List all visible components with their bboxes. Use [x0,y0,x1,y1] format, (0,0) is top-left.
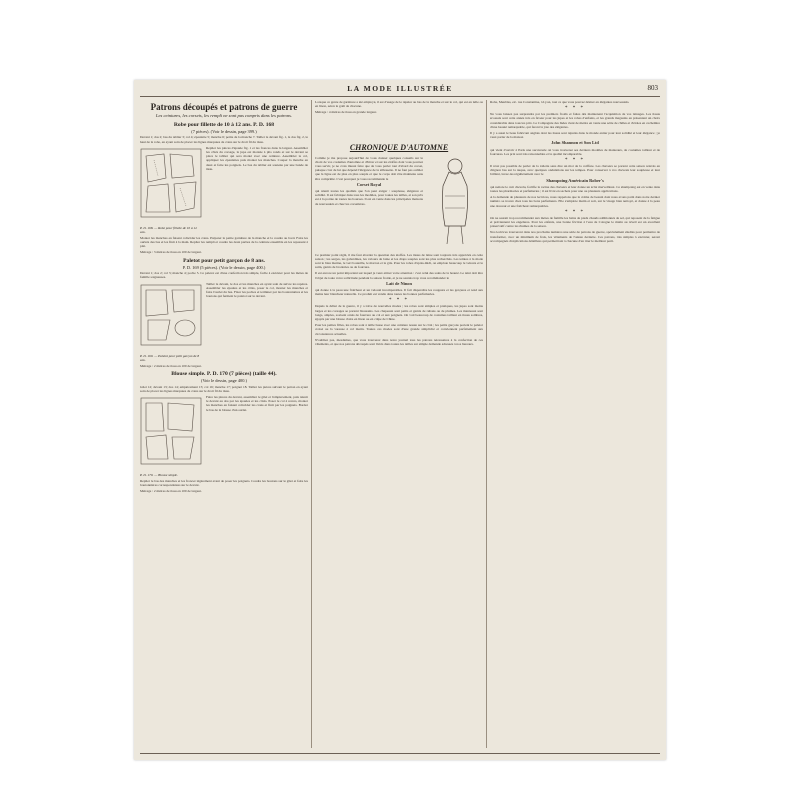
section-subheading: Les ceintures, les corsets, les rempli ne sont pas compris dans les patrons. [155,113,293,118]
column-patterns [140,100,308,752]
body-text: Nos lectrices trouveront dans nos prochains numéros une série de patrons de guerre, spécialement étudiés pour permettre de transformer, avec un minimum de frais, les vêtements de l'année dernière. Ces patrons, très simples à exécuter, seront accompagnés d'explications détaillées qui permettront à chacune d'en tirer le meilleur parti. [490,230,660,243]
metrage-note: Métrage : 3 mètres de tissu en 100 de largeur. [140,250,202,255]
item-sub-paletot: P. D. 169 (5 pièces). (Voir le dessin, page 400.) [182,265,266,271]
body-text: On ne saurait trop recommander aux mères de famille les bains de pieds chauds additionnés de sel, qui reposent de la fatigue et préviennent les engelures. Pour les enfants, une bonne friction à l'eau de Cologne le matin au réveil est un excellent préservatif contre les rhumes de la saison. [490,215,660,229]
section-separator: * * * [565,106,585,112]
body-text: A la demande de plusieurs de nos lectrices, nous rappelons que la crème de beauté dont nous avons parlé dans notre dernier numéro se trouve chez tous les bons parfumeurs. Elle s'emploie matin et soir, sur le visage bien nettoyé, et donne à la peau une douceur et une fraîcheur remarquables. [490,195,660,208]
item-sub-robe: (7 pièces). (Voir le dessin, page 399.) [191,129,257,135]
body-text: Devant 1; dos 2; bas du tablier 3; col 4; épaulette 5; manche 6; petite de la manche 7. Tailler le devant fig. 1, le dos fig. 2, le haut de la robe, en ayant soin de placer les lignes marquées de crans sur le droit fil du tissu. [140,135,308,144]
newspaper-page [134,80,666,760]
page-number: 803 [647,84,658,92]
item-title-blouse: Blouse simple. P. D. 170 (7 pièces) (taille 44). [171,370,277,377]
section-heading-patterns: Patrons découpés et patrons de guerre [150,102,298,112]
footer-rule [140,753,660,754]
column-divider [311,100,312,748]
masthead-title: LA MODE ILLUSTRÉE [347,84,453,93]
body-text: Il n'est pas possible de parler de la toilette sans dire un mot de la coiffure. Les cheveux se portent cette saison relevés en chignon bas sur la nuque, avec quelques ondulations sur les tempes. Pour conserver à vos cheveux leur souplesse et leur brillant, lavez-les régulièrement avec le [490,164,660,177]
item-sub-blouse: (Voir le dessin, page 400.) [200,378,247,384]
body-text: Tailler le devant, le dos et les manches en ayant soin de suivre les repères. Assembler les épaules et les côtés, poser le col, monter les manches et faire l'ourlet du bas. Fixer les poches et terminer par les boutonnières et les boutons qui ferment le paletot sur le devant. [206,281,308,299]
body-text: Replier les pinces d'épaule fig. 1 et les fronces dans la largeur. Assembler les côtés du corsage, la jupe est montée à plis ronds et sur le devant se place le tablier qui sera monté avec une ceinture. Assembler le col, appliquer les épaulettes puis monter les manches. Couper la manche en deux et faire les poignets. Le bas du tablier est soutenu par une bande de tissu. [206,145,308,171]
brand-mention: Corset Royal [356,181,382,187]
figure-caption: P. D. 170. — Blouse simple. [140,472,178,477]
body-text: Il est encore un point important sur lequel je veux attirer votre attention : c'est celui des soins de la beauté. Le teint doit être l'objet de toute votre sollicitude pendant la saison froide, et je ne saurais trop vous recommander le [315,271,483,280]
chronique-heading: CHRONIQUE D'AUTOMNE [349,142,449,152]
section-separator: * * * [565,158,585,164]
body-text: qui donne à la peau une fraîcheur et un velouté incomparables. Il fait disparaître les rougeurs et les gerçures et rend aux mains leur blancheur naturelle. Ce produit est vendu dans toutes les bonnes parfumeries. [315,288,483,297]
body-text: qui nettoie le cuir chevelu, fortifie la racine des cheveux et leur donne un éclat merveilleux. Ce shampoing est en vente dans toutes les pharmacies et parfumeries ; il est livré en sachets pour une ou plusieurs applications. [490,184,660,194]
column-advice [490,100,660,752]
item-title-robe: Robe pour fillette de 10 à 12 ans. P. D. 168 [173,121,275,128]
body-text: Replier le bas des manches et les froncer légèrement avant de poser les poignets. Coudre les boutons sur le gilet et faire les boutonnières correspondantes sur le devant. [140,478,308,488]
page-header [134,84,666,96]
pattern-figure-blouse [140,397,202,477]
column-divider [486,100,487,748]
body-text: qui réunit toutes les qualités que l'on peut exiger : souplesse, élégance et solidité. Il est fabriqué dans tous les modèles, pour toutes les tailles, et son prix est à la portée de toutes les bourses. Il est en vente dans les principales maisons de nouveautés et chez les corsetières. [315,189,423,206]
metrage-note: Métrage : 2 mètres de tissu en 100 de largeur. [140,489,202,494]
body-text: Pour les petites filles, les robes sont à taille basse avec une ceinture nouée sur le côté ; les petits garçons portent le paletot croisé ou la vareuse à col marin. Toutes ces modes sont d'une grande simplicité et conviennent parfaitement aux circonstances actuelles. [315,323,483,336]
figure-caption: P. D. 168. — Robe pour fillette de 10 à 12 ans. [140,225,197,234]
body-text: N'oubliez pas, mesdames, que vous trouverez dans notre journal tous les patrons nécessaires à la confection de ces vêtements, et que nos patrons découpés sont livrés dans toutes les tailles sur simple demande adressée à nos bureaux. [315,337,483,347]
body-text: Lorsque ce genre de garniture a été employé, il est d'usage de le répéter au bas de la manche et sur le col, qui est en tulle ou en linon, selon le goût de chacune. [315,100,483,109]
body-text: Ce premier point réglé, il me faut aborder la question des étoffes. Les tissus de laine sont toujours très appréciés en cette saison ; les serges, les gabardines, les velours de laine et les draps souples sont les plus recherchés. Les teintes à la mode sont le bleu marine, le vert bouteille, le marron et le gris. Pour les robes d'après-midi, on emploie beaucoup le velours et le satin, garnis de broderies ou de fourrure. [315,252,483,270]
body-text: Ne vous laissez pas surprendre par les premiers froids et faites dès maintenant l'acquisition de vos lainages. Les tissus écossais sont cette année très en faveur pour les jupes et les robes d'enfants, et les grands magasins en présentent un choix considérable dans tous les prix. La Compagnie des Indes vient de mettre en vente une série de châles et d'étoles en cachemire d'une beauté remarquable, qui feront la joie des élégantes. [490,112,660,129]
brand-mention: Shampoing Américain Rober's [546,177,604,183]
section-separator: * * * [389,298,409,304]
body-text: Robe, Meubles, etc. rue Constantine, à Lyon, tout ce que vous pouvez désirer en élégantes nouveautés. [490,100,630,104]
body-text: Comme je me propose aujourd'hui de vous donner quelques conseils sur le choix de vos costumes d'automne et d'hiver et sur les étoffes dont vous pourrez vous servir, je ne crois mieux faire que de vous parler tout d'abord du corset, puisque c'est de lui que dépend l'élégance de la silhouette. Il ne faut pas oublier que la ligne est de plus en plus souple et que le corps doit être maintenu sans être comprimé. C'est pourquoi je vous recommande le [315,155,423,181]
metrage-note: Métrage : 2 mètres de tissu en 100 de largeur. [140,363,202,368]
metrage-note: Métrage : 4 mètres de tissu en grande largeur. [315,110,377,115]
pattern-figure-paletot [140,284,202,362]
body-text: Gilet 12; devant 13; dos 14; empiècement 15; col 16; manche 17; poignet 18. Tailler les pièces suivant le patron en ayant soin de placer les lignes marquées de crans sur le droit fil du tissu. [140,384,308,393]
body-text: Il y a aussi le beau fabricant anglais dont les tissus sont réputés dans le monde entier pour leur solidité et leur élégance ; je veux parler de la maison [490,131,660,140]
figure-caption: P. D. 169. — Paletot pour petit garçon de 8 ans. [140,353,200,362]
body-text: Devant 1; dos 2; col 3; manche 4; poche 5. Ce paletot est d'une confection très simple, facile à exécuter pour les mères de famille soigneuses. [140,271,308,280]
body-text: Depuis le début de la guerre, il y a trève de nouvelles modes ; les robes sont simples et pratiques, les jupes sont moins larges et les corsages se portent blousants. Les chapeaux sont petits et garnis de rubans ou de plumes. Les manteaux sont longs, amples, souvent ornés de fourrure au col et aux poignets. On voit beaucoup de costumes tailleur en tissus sombres, égayés par une blouse claire en linon ou en crêpe de Chine. [315,304,483,322]
pattern-figure-robe [140,148,202,234]
body-text: Monter les manches en faisant coïncider les crans. Préparer la petite garniture de la manche et la coudre au bord. Faire les ourlets des bas et les finir à la main. Replier les rempli et coudre les deux parties de la ceinture ensemble en les repassant à plat. [140,235,308,249]
item-title-paletot: Paletot pour petit garçon de 8 ans. [183,257,265,264]
column-chronique [315,100,483,752]
brand-mention: John Shannon et Son Ltd [551,140,599,146]
brand-mention: Lait de Ninon [386,280,412,286]
header-rule [140,96,660,97]
corset-illustration [427,156,483,251]
section-separator: * * * [565,209,585,215]
body-text: Faire les pinces du devant, assembler le gilet et l'empiècement, puis réunir le devant au dos par les épaules et les côtés. Poser le col à revers, monter les manches en faisant coïncider les crans et finir par les poignets. Border le bas de la blouse d'un ourlet. [206,394,308,412]
body-text: qui vient d'ouvrir à Paris une succursale où vous trouverez ses derniers modèles de manteaux, de costumes tailleur et de fourrures. Les prix sont très raisonnables et la qualité incomparable. [490,147,660,156]
